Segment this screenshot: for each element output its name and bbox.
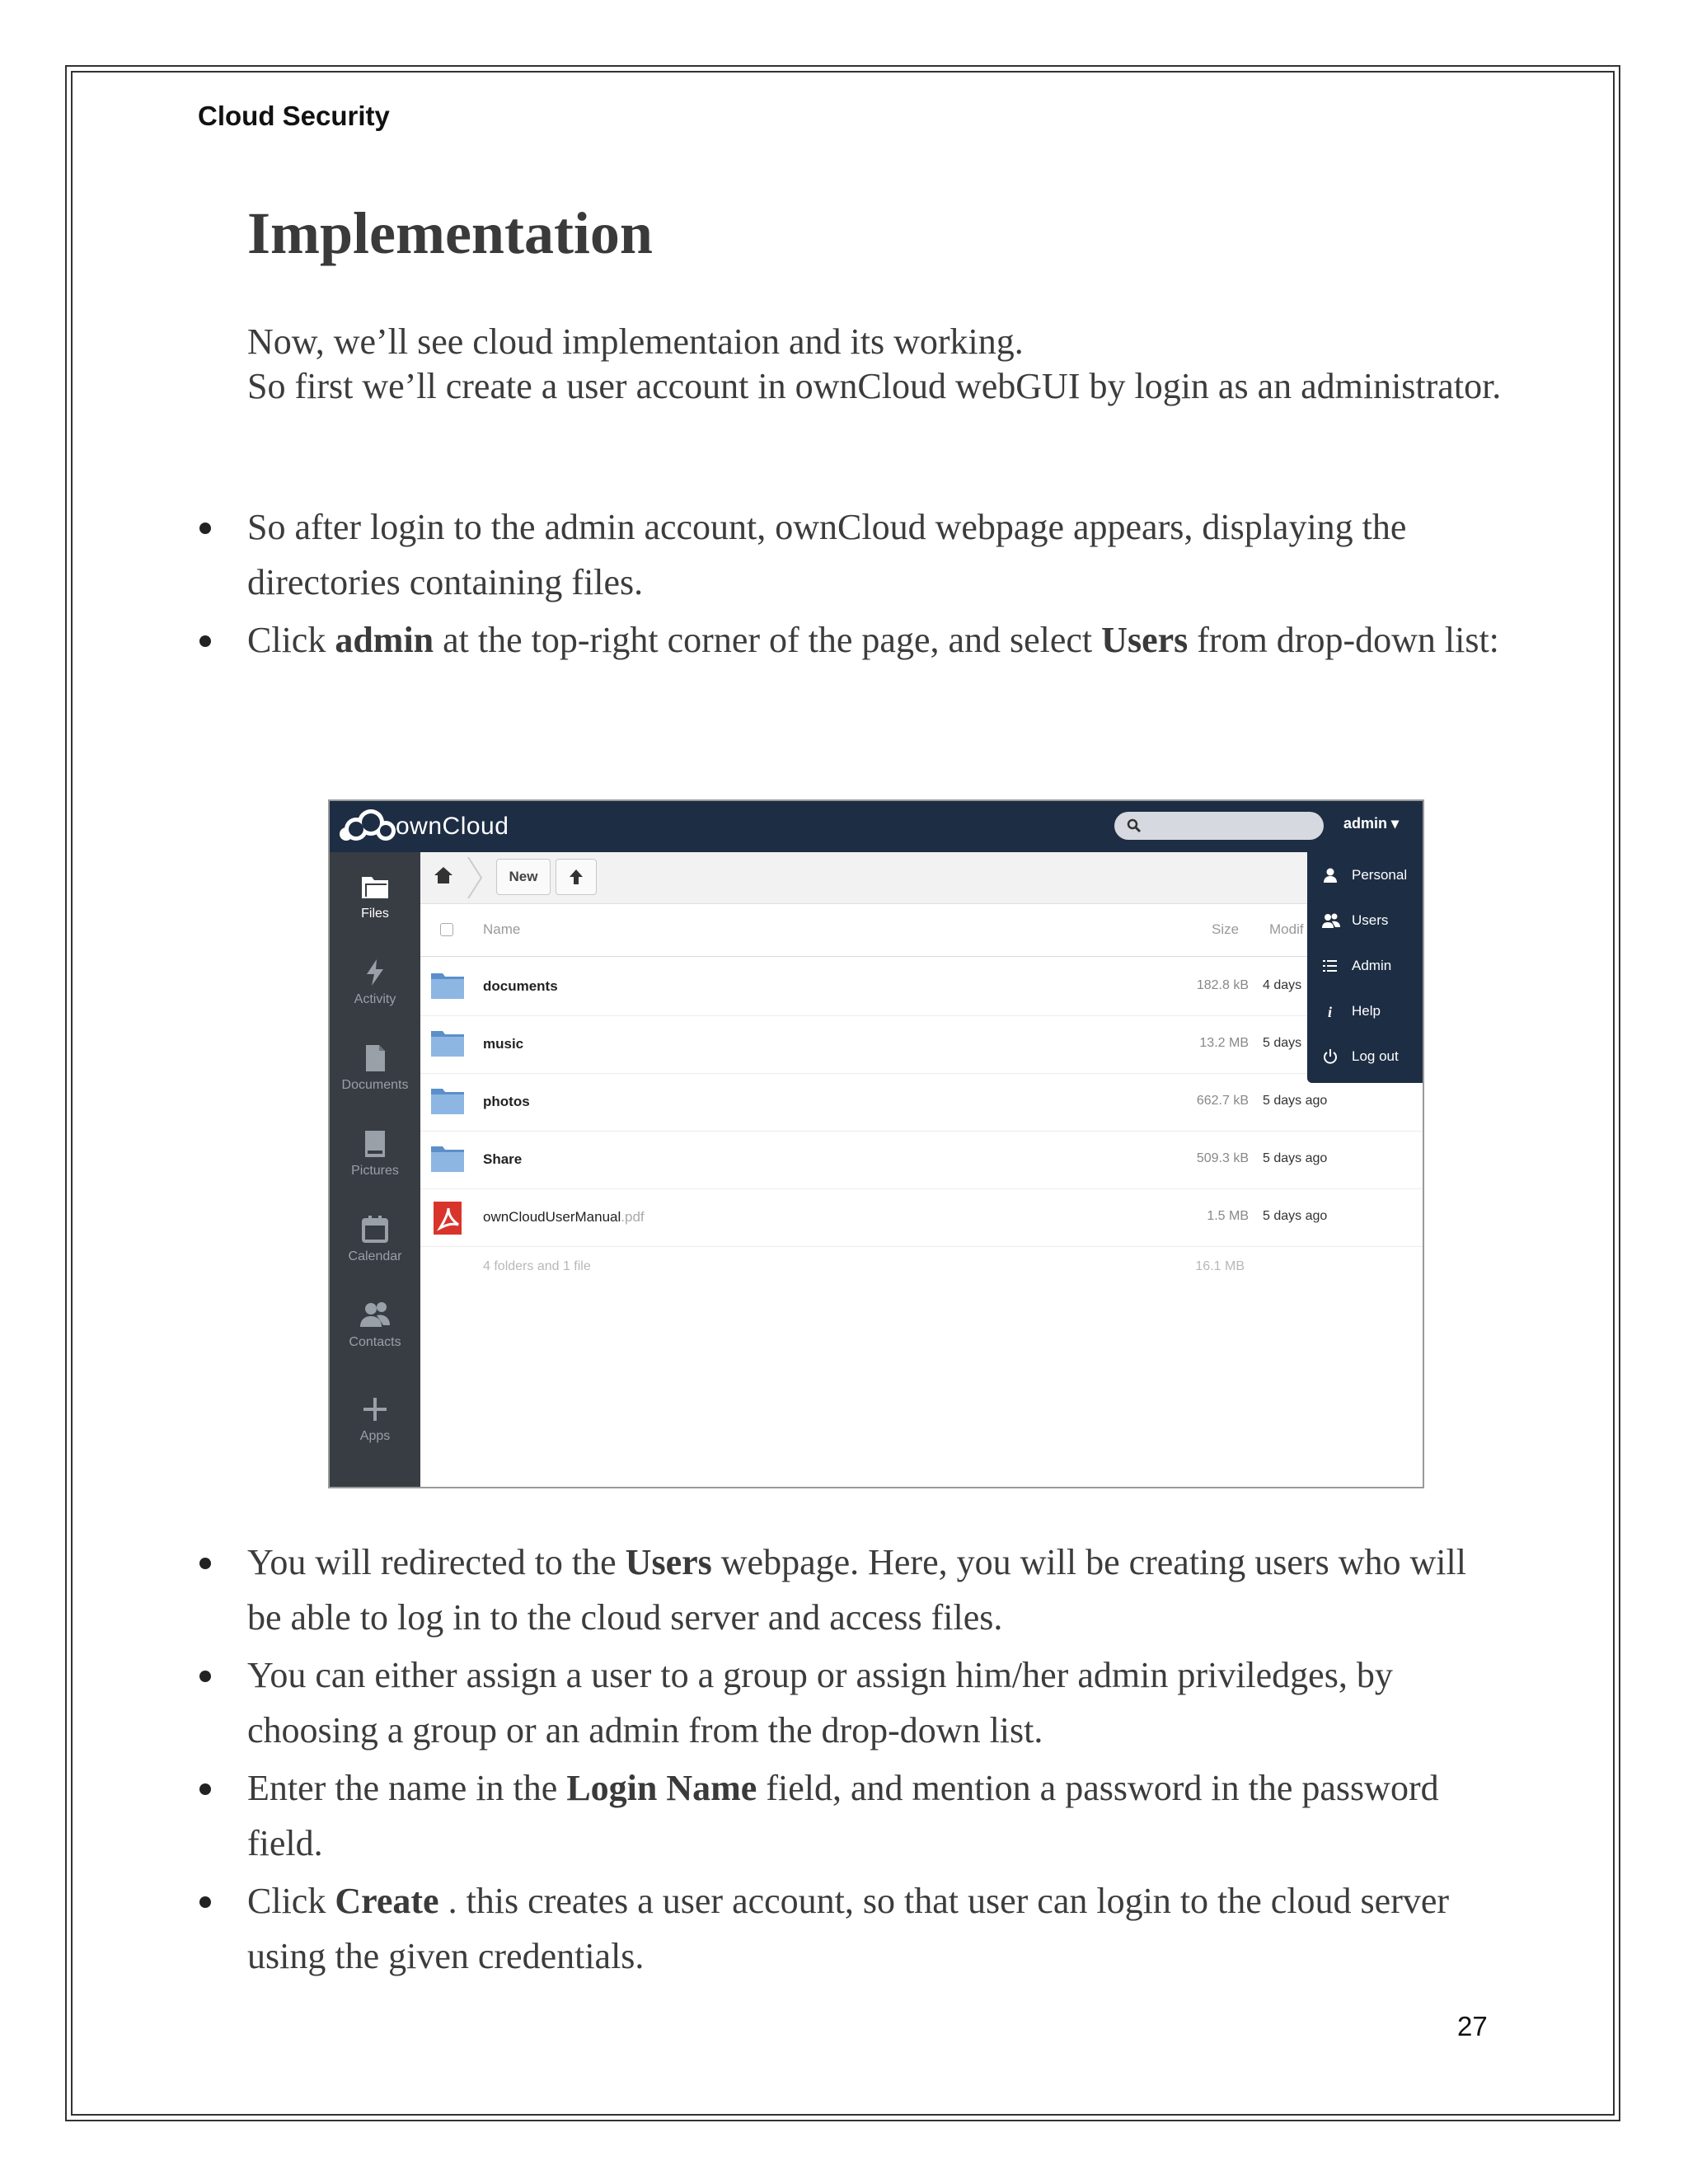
menu-item-label: Log out [1352, 1048, 1399, 1064]
sidebar-item-documents[interactable] [330, 1042, 420, 1093]
bullet-bold: Users [1101, 620, 1189, 660]
file-row[interactable] [420, 1015, 1424, 1074]
bullet-dot [199, 1783, 211, 1795]
file-row[interactable] [420, 1073, 1424, 1132]
bullet-item [198, 1535, 1502, 1645]
bullet-list-top [198, 499, 1502, 670]
menu-item-label: Personal [1352, 867, 1408, 883]
breadcrumb-separator-icon [467, 857, 483, 898]
sidebar-label: Pictures [351, 1164, 399, 1178]
plus-icon [359, 1393, 392, 1426]
file-modified: 4 days [1263, 978, 1302, 992]
bullet-text: Enter the name in the [247, 1768, 567, 1808]
bullet-text: Click [247, 1881, 335, 1921]
menu-item-help[interactable] [1307, 988, 1424, 1033]
bullet-item [198, 499, 1502, 610]
sidebar-item-pictures[interactable] [330, 1127, 420, 1179]
bullet-bold: Login Name [566, 1768, 757, 1808]
intro-text [247, 320, 1502, 409]
info-icon [1322, 1003, 1339, 1019]
folder-icon [359, 870, 392, 903]
sidebar-item-calendar[interactable] [330, 1213, 420, 1264]
sidebar-label: Activity [354, 992, 396, 1006]
file-size: 13.2 MB [1199, 1036, 1249, 1050]
file-row[interactable] [420, 1131, 1424, 1189]
folder-icon [430, 971, 465, 1001]
file-name[interactable]: documents [483, 978, 558, 994]
file-modified: 5 days ago [1263, 1209, 1328, 1223]
bullet-text: You can either assign a user to a group or assign him/her admin priviledges, by choosing a group or an admin from the drop-down list. [247, 1655, 1393, 1750]
sidebar-item-files[interactable] [330, 870, 420, 921]
bullet-dot [199, 1558, 211, 1569]
sidebar-item-apps[interactable] [330, 1393, 420, 1444]
bullet-text: webpage. Here, you will be creating users who will be able to log in to the cloud server and access files. [247, 1542, 1466, 1638]
files-toolbar [420, 852, 1424, 904]
sidebar-item-contacts[interactable] [330, 1299, 420, 1350]
bullet-text: So after login to the admin account, ownCloud webpage appears, displaying the directories containing files. [247, 507, 1407, 602]
app-sidebar [330, 852, 420, 1488]
menu-item-logout[interactable] [1307, 1033, 1424, 1079]
contacts-icon [359, 1299, 392, 1332]
page-number: 27 [1457, 2011, 1488, 2041]
column-modified[interactable]: Modif [1269, 921, 1304, 937]
lightning-icon [359, 956, 392, 989]
bullet-item [198, 1873, 1502, 1984]
bullet-list-bottom [198, 1535, 1502, 1986]
file-row[interactable] [420, 958, 1424, 1016]
person-icon [1322, 867, 1339, 883]
folder-icon [430, 1144, 465, 1174]
file-name[interactable] [483, 1209, 645, 1226]
folder-icon [430, 1029, 465, 1058]
file-name[interactable]: photos [483, 1094, 530, 1109]
file-modified: 5 days ago [1263, 1151, 1328, 1165]
power-icon [1322, 1048, 1339, 1065]
file-size: 509.3 kB [1196, 1151, 1249, 1165]
bullet-dot [199, 1671, 211, 1682]
sidebar-item-activity[interactable] [330, 956, 420, 1007]
calendar-icon [359, 1213, 392, 1246]
list-icon [1322, 958, 1339, 974]
bullet-text: at the top-right corner of the page, and select [434, 620, 1102, 660]
user-menu-button[interactable]: admin ▾ [1343, 815, 1400, 832]
summary-count: 4 folders and 1 file [483, 1259, 591, 1273]
running-header: Cloud Security [198, 101, 390, 131]
pdf-icon [430, 1202, 465, 1235]
section-title: Implementation [247, 200, 653, 266]
bullet-text: field, and mention a password in the password field. [247, 1768, 1439, 1863]
app-logo-text: ownCloud [396, 813, 509, 840]
file-size: 662.7 kB [1196, 1094, 1249, 1108]
bullet-text: from drop-down list: [1188, 620, 1499, 660]
file-name[interactable]: music [483, 1036, 524, 1052]
column-size[interactable]: Size [1212, 921, 1240, 937]
summary-total-size: 16.1 MB [1195, 1259, 1245, 1273]
bullet-bold: Create [335, 1881, 439, 1921]
menu-item-personal[interactable] [1307, 852, 1424, 898]
users-icon [1322, 912, 1340, 929]
bullet-bold: Users [625, 1542, 712, 1582]
file-basename: ownCloudUserManual [483, 1209, 621, 1225]
intro-line-2: So first we’ll create a user account in ownCloud webGUI by login as an administrator. [247, 366, 1502, 406]
file-row[interactable] [420, 1188, 1424, 1247]
file-modified: 5 days ago [1263, 1094, 1328, 1108]
file-list-header [420, 903, 1424, 957]
file-size: 1.5 MB [1207, 1209, 1249, 1223]
bullet-item [198, 1647, 1502, 1758]
intro-line-1: Now, we’ll see cloud implementaion and its working. [247, 321, 1024, 362]
sidebar-label: Files [361, 907, 389, 921]
file-size: 182.8 kB [1196, 978, 1249, 992]
document-icon [359, 1042, 392, 1075]
menu-item-label: Admin [1352, 958, 1392, 973]
sidebar-label: Documents [341, 1078, 409, 1092]
menu-item-label: Help [1352, 1003, 1381, 1019]
select-all-checkbox[interactable] [440, 923, 453, 936]
owncloud-screenshot [328, 799, 1424, 1488]
file-extension: .pdf [621, 1209, 645, 1225]
menu-item-label: Users [1352, 912, 1389, 928]
sidebar-label: Calendar [348, 1249, 402, 1263]
sidebar-label: Apps [359, 1429, 391, 1443]
file-name[interactable]: Share [483, 1151, 523, 1167]
sidebar-label: Contacts [349, 1335, 401, 1349]
bullet-item [198, 1760, 1502, 1871]
user-dropdown-menu [1307, 852, 1424, 1083]
bullet-text: You will redirected to the [247, 1542, 626, 1582]
cloud-logo-icon [338, 806, 399, 847]
bullet-dot [199, 635, 211, 647]
bullet-text: Click [247, 620, 335, 660]
column-name[interactable]: Name [483, 921, 521, 937]
menu-item-admin[interactable] [1307, 943, 1424, 988]
app-topbar [330, 801, 1423, 852]
menu-item-users[interactable] [1307, 898, 1424, 943]
bullet-dot [199, 523, 211, 534]
home-icon[interactable] [432, 864, 455, 887]
bullet-text: . this creates a user account, so that user can login to the cloud server using the given credentials. [247, 1881, 1450, 1976]
bullet-dot [199, 1896, 211, 1908]
folder-icon [430, 1086, 465, 1116]
new-button[interactable]: New [496, 859, 551, 895]
search-icon [1126, 818, 1142, 834]
svg-text:i: i [1328, 1004, 1333, 1019]
search-input[interactable] [1114, 812, 1324, 840]
bullet-bold: admin [335, 620, 434, 660]
upload-arrow-icon [569, 869, 584, 885]
picture-icon [359, 1127, 392, 1160]
file-list-summary [420, 1249, 1424, 1282]
upload-button[interactable] [556, 859, 597, 895]
file-modified: 5 days [1263, 1036, 1302, 1050]
bullet-item [198, 612, 1502, 668]
